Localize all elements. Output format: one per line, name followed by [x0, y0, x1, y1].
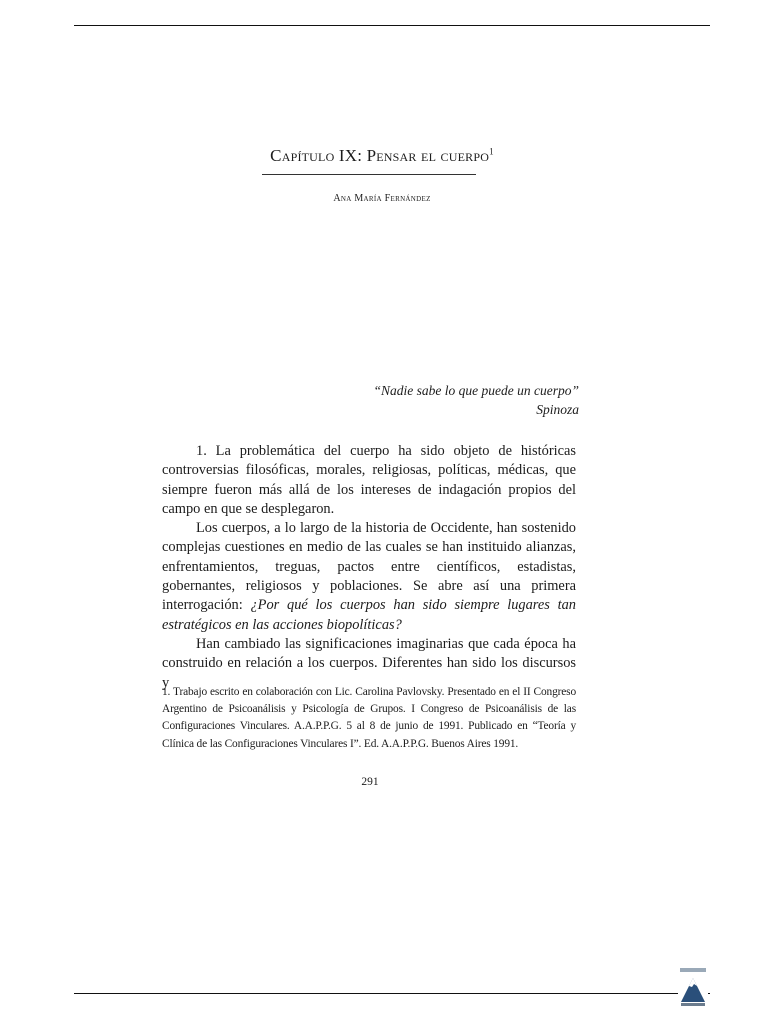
chapter-title-text: Capítulo IX: Pensar el cuerpo [270, 146, 490, 165]
title-underline [262, 174, 476, 175]
top-rule [74, 25, 710, 26]
mountain-logo-icon [678, 966, 708, 1008]
body-text [162, 442, 576, 693]
paragraph-1: 1. La problemática del cuerpo ha sido objeto de históricas controversias filosóficas, morales, religiosas, políticas, médicas, que siempre fueron más allá de los intereses de indagación propios del campo en que se desplegaron. [162, 443, 576, 517]
footnote-marker[interactable]: 1 [489, 146, 494, 157]
paragraph-2-text: Los cuerpos, a lo largo de la historia de Occidente, han sostenido complejas cuestiones en medio de las cuales se han instituido alianzas, enfrentamientos, treguas, pactos entre científicos, estadistas, gobernantes, religiosos y poblaciones. Se abre así una primera interrogación: [162, 520, 576, 614]
paragraph-3: Han cambiado las significaciones imaginarias que cada época ha construido en relación a los cuerpos. Diferentes han sido los discursos y [162, 635, 576, 691]
epigraph-quote: “Nadie sabe lo que puede un cuerpo” [373, 383, 579, 398]
chapter-title [232, 146, 532, 166]
chapter-author: Ana María Fernández [333, 193, 431, 204]
epigraph-attribution: Spinoza [536, 402, 579, 417]
epigraph [374, 381, 579, 419]
page-number: 291 [361, 776, 379, 788]
paragraph-2 [162, 519, 576, 635]
footnote: 1. Trabajo escrito en colaboración con Lic. Carolina Pavlovsky. Presentado en el II Congreso Argentino de Psicoanálisis y Psicología de Grupos. I Congreso de Psicoanálisis de las Configuraciones Vinculares. A.A.P.P.G. 5 al 8 de junio de 1991. Publicado en “Teoría y Clínica de las Configuraciones Vinculares I”. Ed. A.A.P.P.G. Buenos Aires 1991. [162, 686, 576, 750]
bottom-rule [74, 993, 710, 994]
paragraph-2-question: ¿Por qué los cuerpos han sido siempre lugares tan estratégicos en las acciones biopolíticas? [162, 597, 576, 633]
